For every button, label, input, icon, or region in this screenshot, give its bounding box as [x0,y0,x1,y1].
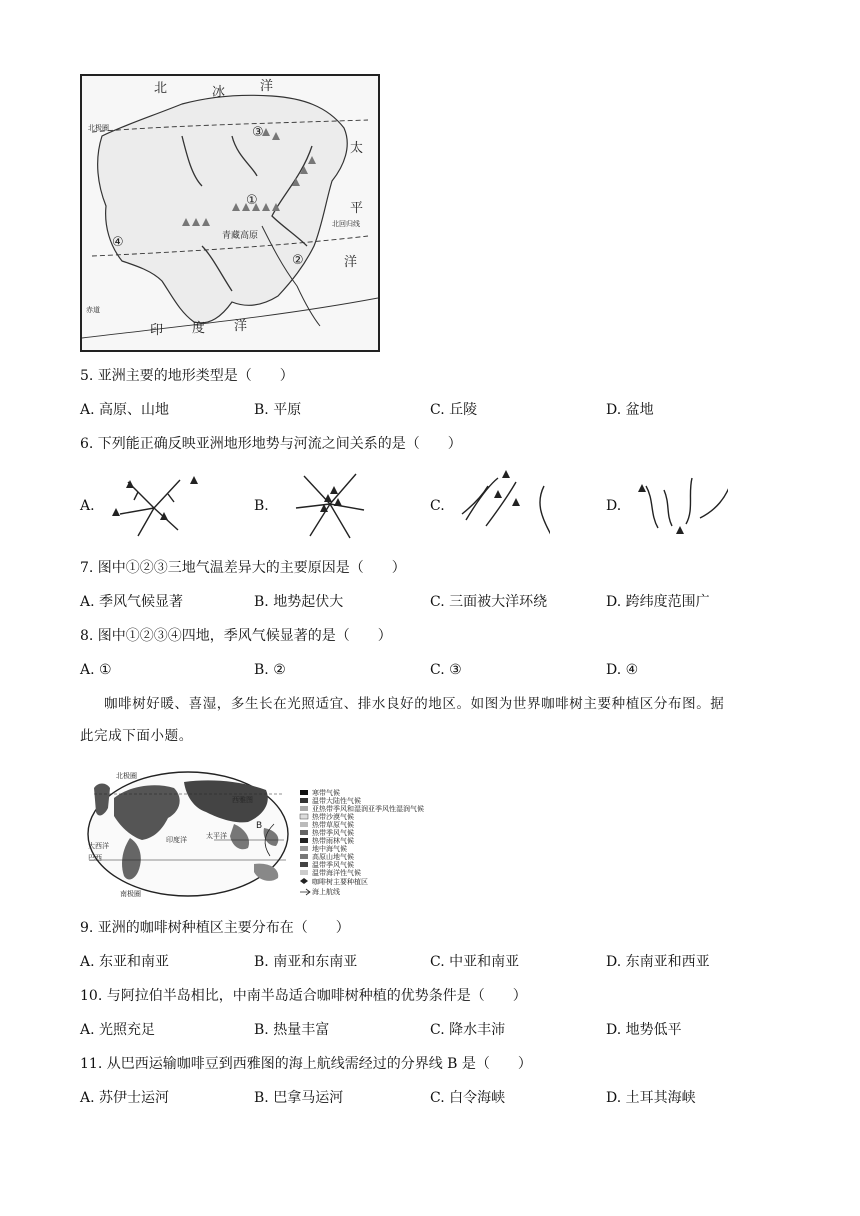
q5-option-d[interactable]: D. 盆地 [606,402,654,418]
q9-option-c[interactable]: C. 中亚和南亚 [430,954,520,970]
q10-option-a[interactable]: A. 光照充足 [80,1022,156,1038]
legend-item-6: 热带季风气候 [312,829,354,837]
q10-stem: 10. 与阿拉伯半岛相比，中南半岛适合咖啡树种植的优势条件是（ ） [80,988,527,1004]
legend-item-12: 咖啡树主要种植区 [312,878,368,886]
q9-option-d[interactable]: D. 东南亚和西亚 [606,954,710,970]
q8-option-b[interactable]: B. ② [254,662,286,678]
legend-item-5: 热带草原气候 [312,821,354,829]
legend-item-3: 亚热带季风和湿润亚季风性湿润气候 [312,805,424,813]
ocean-north-char-2: 冰 [212,85,226,100]
marker-3: ③ [252,125,264,140]
marker-1: ① [246,193,258,208]
marker-4: ④ [112,235,124,250]
legend-item-4: 热带沙漠气候 [312,813,354,821]
q11-stem: 11. 从巴西运输咖啡豆到西雅图的海上航线需经过的分界线 B 是（ ） [80,1056,532,1072]
sea-route-arrow-icon [300,889,310,895]
coffee-area-icon [300,878,308,884]
world-seattle-label: 西雅图 [232,796,253,804]
q9-option-a[interactable]: A. 东亚和南亚 [80,954,170,970]
legend-item-10: 温带季风气候 [312,861,354,869]
q6-diagram-d [636,470,728,550]
ocean-indian-char-1: 印 [150,323,164,338]
legend-item-11: 温带海洋性气候 [312,869,361,877]
world-brazil-label: 巴西 [88,854,102,862]
q5-option-c[interactable]: C. 丘陵 [430,402,478,418]
tropic-label: 北回归线 [332,220,360,228]
legend-item-7: 热带雨林气候 [312,837,354,845]
q9-option-b[interactable]: B. 南亚和东南亚 [254,954,358,970]
q5-option-a[interactable]: A. 高原、山地 [80,402,170,418]
ocean-north-char-1: 北 [154,81,168,96]
q8-option-a[interactable]: A. ① [80,662,112,678]
q10-option-d[interactable]: D. 地势低平 [606,1022,682,1038]
q6-option-c[interactable]: C. [430,498,445,514]
q11-option-d[interactable]: D. 土耳其海峡 [606,1090,696,1106]
q7-option-b[interactable]: B. 地势起伏大 [254,594,344,610]
world-coffee-map-figure [84,768,444,902]
q7-stem: 7. 图中①②③三地气温差异大的主要原因是（ ） [80,560,406,576]
q6-diagram-b [286,466,378,546]
q8-stem: 8. 图中①②③④四地，季风气候显著的是（ ） [80,628,392,644]
arctic-circle-label: 北极圈 [88,124,109,132]
ocean-indian-char-3: 洋 [234,319,248,334]
q10-option-b[interactable]: B. 热量丰富 [254,1022,330,1038]
legend-item-9: 高原山地气候 [312,853,354,861]
ocean-pacific-char-1: 太 [350,141,364,156]
ocean-pacific-char-3: 洋 [344,255,358,270]
q11-option-c[interactable]: C. 白令海峡 [430,1090,506,1106]
world-indian-label: 印度洋 [166,836,187,844]
legend-item-13: 海上航线 [312,888,340,896]
q6-option-b[interactable]: B. [254,498,269,514]
marker-2: ② [292,253,304,268]
ocean-indian-char-2: 度 [192,321,206,336]
asia-map-figure [80,74,380,352]
ocean-pacific-char-2: 平 [350,201,364,216]
plateau-label: 青藏高原 [222,231,259,241]
q7-option-d[interactable]: D. 跨纬度范围广 [606,594,710,610]
world-atlantic-label: 大西洋 [88,842,109,850]
world-arctic-label: 北极圈 [116,772,137,780]
q8-option-d[interactable]: D. ④ [606,662,639,678]
q11-option-b[interactable]: B. 巴拿马运河 [254,1090,344,1106]
legend-item-2: 温带大陆性气候 [312,797,361,805]
q9-stem: 9. 亚洲的咖啡树种植区主要分布在（ ） [80,920,350,936]
world-pacific-label: 太平洋 [206,832,227,840]
q5-stem: 5. 亚洲主要的地形类型是（ ） [80,368,294,384]
q10-option-c[interactable]: C. 降水丰沛 [430,1022,506,1038]
legend-item-8: 地中海气候 [312,845,347,853]
q5-option-b[interactable]: B. 平原 [254,402,302,418]
passage-line-1: 咖啡树好暖、喜湿，多生长在光照适宜、排水良好的地区。如图为世界咖啡树主要种植区分布图。据 [104,696,725,712]
passage-line-2: 此完成下面小题。 [80,728,193,744]
ocean-north-char-3: 洋 [260,79,274,94]
map-legend [300,788,424,896]
legend-item-1: 寒带气候 [312,789,340,797]
q6-option-a[interactable]: A. [80,498,95,514]
q7-option-c[interactable]: C. 三面被大洋环绕 [430,594,548,610]
q11-option-a[interactable]: A. 苏伊士运河 [80,1090,170,1106]
q7-option-a[interactable]: A. 季风气候显著 [80,594,184,610]
q6-stem: 6. 下列能正确反映亚洲地形地势与河流之间关系的是（ ） [80,436,462,452]
q6-diagram-c [458,466,550,546]
world-point-b-label: B [256,821,263,831]
q6-option-d[interactable]: D. [606,498,622,514]
q8-option-c[interactable]: C. ③ [430,662,462,678]
q6-diagram-a [108,468,200,548]
equator-label: 赤道 [86,306,100,314]
world-antarctic-label: 南极圈 [120,890,141,898]
